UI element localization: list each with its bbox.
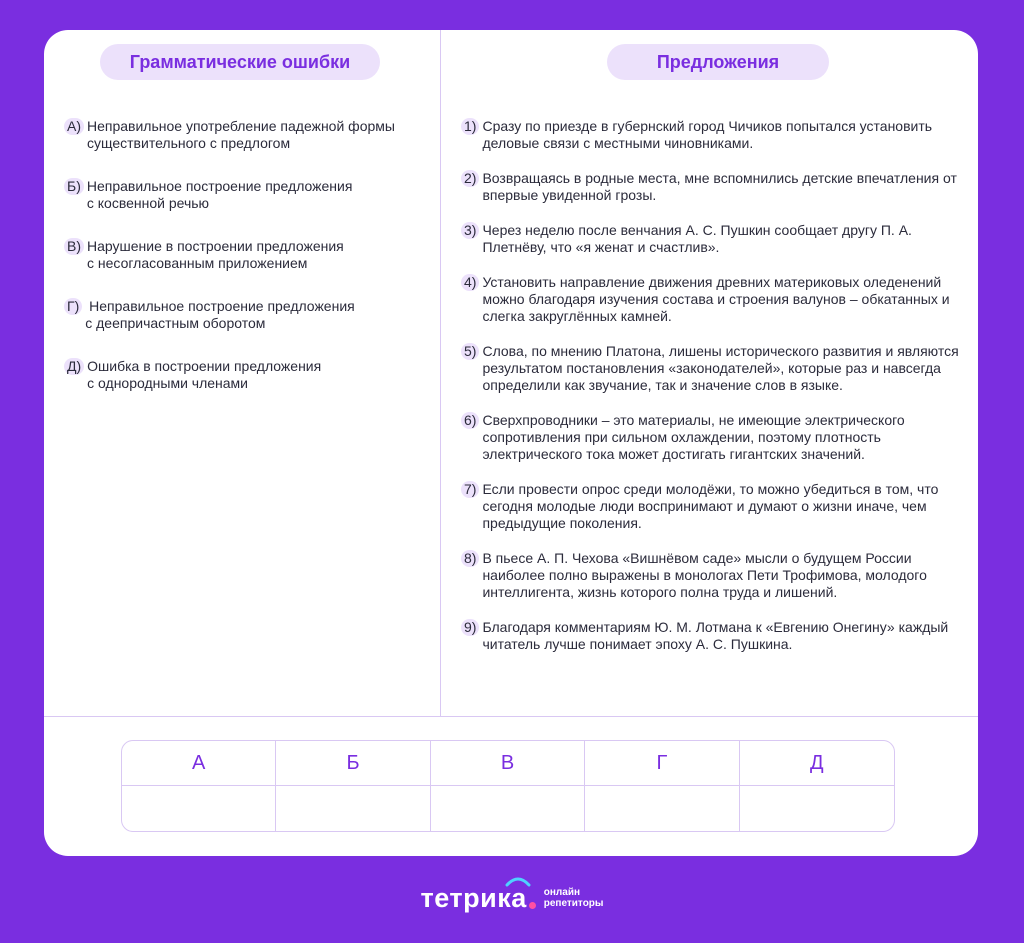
answer-input-cell[interactable] <box>585 786 739 831</box>
item-text: Установить направление движения древних материковых оледенений можно благодаря изучения состава и строения валунов – обкатанных и слегка закруглённых камней. <box>482 274 950 324</box>
task-card <box>44 30 978 856</box>
brand-logo <box>0 878 1024 918</box>
error-item <box>64 178 434 212</box>
item-label: Г) <box>64 298 82 315</box>
answer-input-cell[interactable] <box>431 786 585 831</box>
answer-header-cell: Б <box>276 741 430 786</box>
logo-arc-icon <box>505 875 531 887</box>
left-column-title: Грамматические ошибки <box>100 44 380 80</box>
answer-input-cell[interactable] <box>122 786 276 831</box>
error-item <box>64 118 434 152</box>
item-text: Если провести опрос среди молодёжи, то можно убедиться в том, что сегодня молодые люди воспринимают и думают о жизни иначе, чем предыдущие поколения. <box>482 481 939 531</box>
sentence-item <box>461 222 966 256</box>
item-text: Благодаря комментариям Ю. М. Лотмана к «Евгению Онегину» каждый читатель лучше понимает эпоху А. С. Пушкина. <box>482 619 949 652</box>
item-text: Сверхпроводники – это материалы, не имеющие электрического сопротивления при сильном охлаждении, поэтому плотность электрического тока может достигать гигантских значений. <box>482 412 905 462</box>
sentence-item <box>461 118 966 152</box>
item-label: 4) <box>461 274 479 291</box>
item-text: Неправильное построение предложения с деепричастным оборотом <box>85 298 355 331</box>
item-label: Д) <box>64 358 84 375</box>
answer-input-cell[interactable] <box>276 786 430 831</box>
item-label: Б) <box>64 178 84 195</box>
sentence-item <box>461 170 966 204</box>
sentence-item <box>461 481 966 532</box>
logo-subtitle: онлайн репетиторы <box>543 887 604 909</box>
item-label: 7) <box>461 481 479 498</box>
item-text: Сразу по приезде в губернский город Чичиков попытался установить деловые связи с местными чиновниками. <box>482 118 933 151</box>
item-label: В) <box>64 238 84 255</box>
sentence-item <box>461 412 966 463</box>
item-text: Возвращаясь в родные места, мне вспомнились детские впечатления от впервые увиденной грозы. <box>482 170 957 203</box>
answer-header-cell: Д <box>740 741 894 786</box>
answer-input-cell[interactable] <box>740 786 894 831</box>
item-label: 2) <box>461 170 479 187</box>
item-label: А) <box>64 118 84 135</box>
table-divider <box>44 716 978 717</box>
item-label: 3) <box>461 222 479 239</box>
sentence-item <box>461 619 966 653</box>
sentence-item <box>461 274 966 325</box>
sentence-item <box>461 343 966 394</box>
logo-wordmark: тетрика <box>421 883 527 914</box>
right-column-title: Предложения <box>607 44 829 80</box>
answer-table <box>121 740 895 832</box>
item-text: Слова, по мнению Платона, лишены исторического развития и являются результатом постановления «законодателей», которые раз и навсегда определили как звучание, так и значение слов в языке. <box>482 343 959 393</box>
item-label: 8) <box>461 550 479 567</box>
item-label: 1) <box>461 118 479 135</box>
item-text: Через неделю после венчания А. С. Пушкин сообщает другу П. А. Плетнёву, что «я женат и счастлив». <box>482 222 912 255</box>
answer-header-cell: Г <box>585 741 739 786</box>
item-text: В пьесе А. П. Чехова «Вишнёвом саде» мысли о будущем России наиболее полно выражены в монологах Пети Трофимова, молодого интеллигента, жизнь которого полна труда и лишений. <box>482 550 927 600</box>
answer-header-cell: А <box>122 741 276 786</box>
errors-list <box>64 118 434 418</box>
sentences-list <box>461 118 966 671</box>
item-text: Нарушение в построении предложения с несогласованным приложением <box>87 238 344 271</box>
item-label: 9) <box>461 619 479 636</box>
column-divider <box>440 30 441 716</box>
item-text: Ошибка в построении предложения с однородными членами <box>87 358 322 391</box>
error-item <box>64 238 434 272</box>
item-label: 6) <box>461 412 479 429</box>
error-item <box>64 298 434 332</box>
sentence-item <box>461 550 966 601</box>
answer-header-cell: В <box>431 741 585 786</box>
logo-dot-icon <box>529 902 536 909</box>
item-label: 5) <box>461 343 479 360</box>
item-text: Неправильное употребление падежной формы существительного с предлогом <box>87 118 395 151</box>
error-item <box>64 358 434 392</box>
item-text: Неправильное построение предложения с косвенной речью <box>86 178 353 211</box>
